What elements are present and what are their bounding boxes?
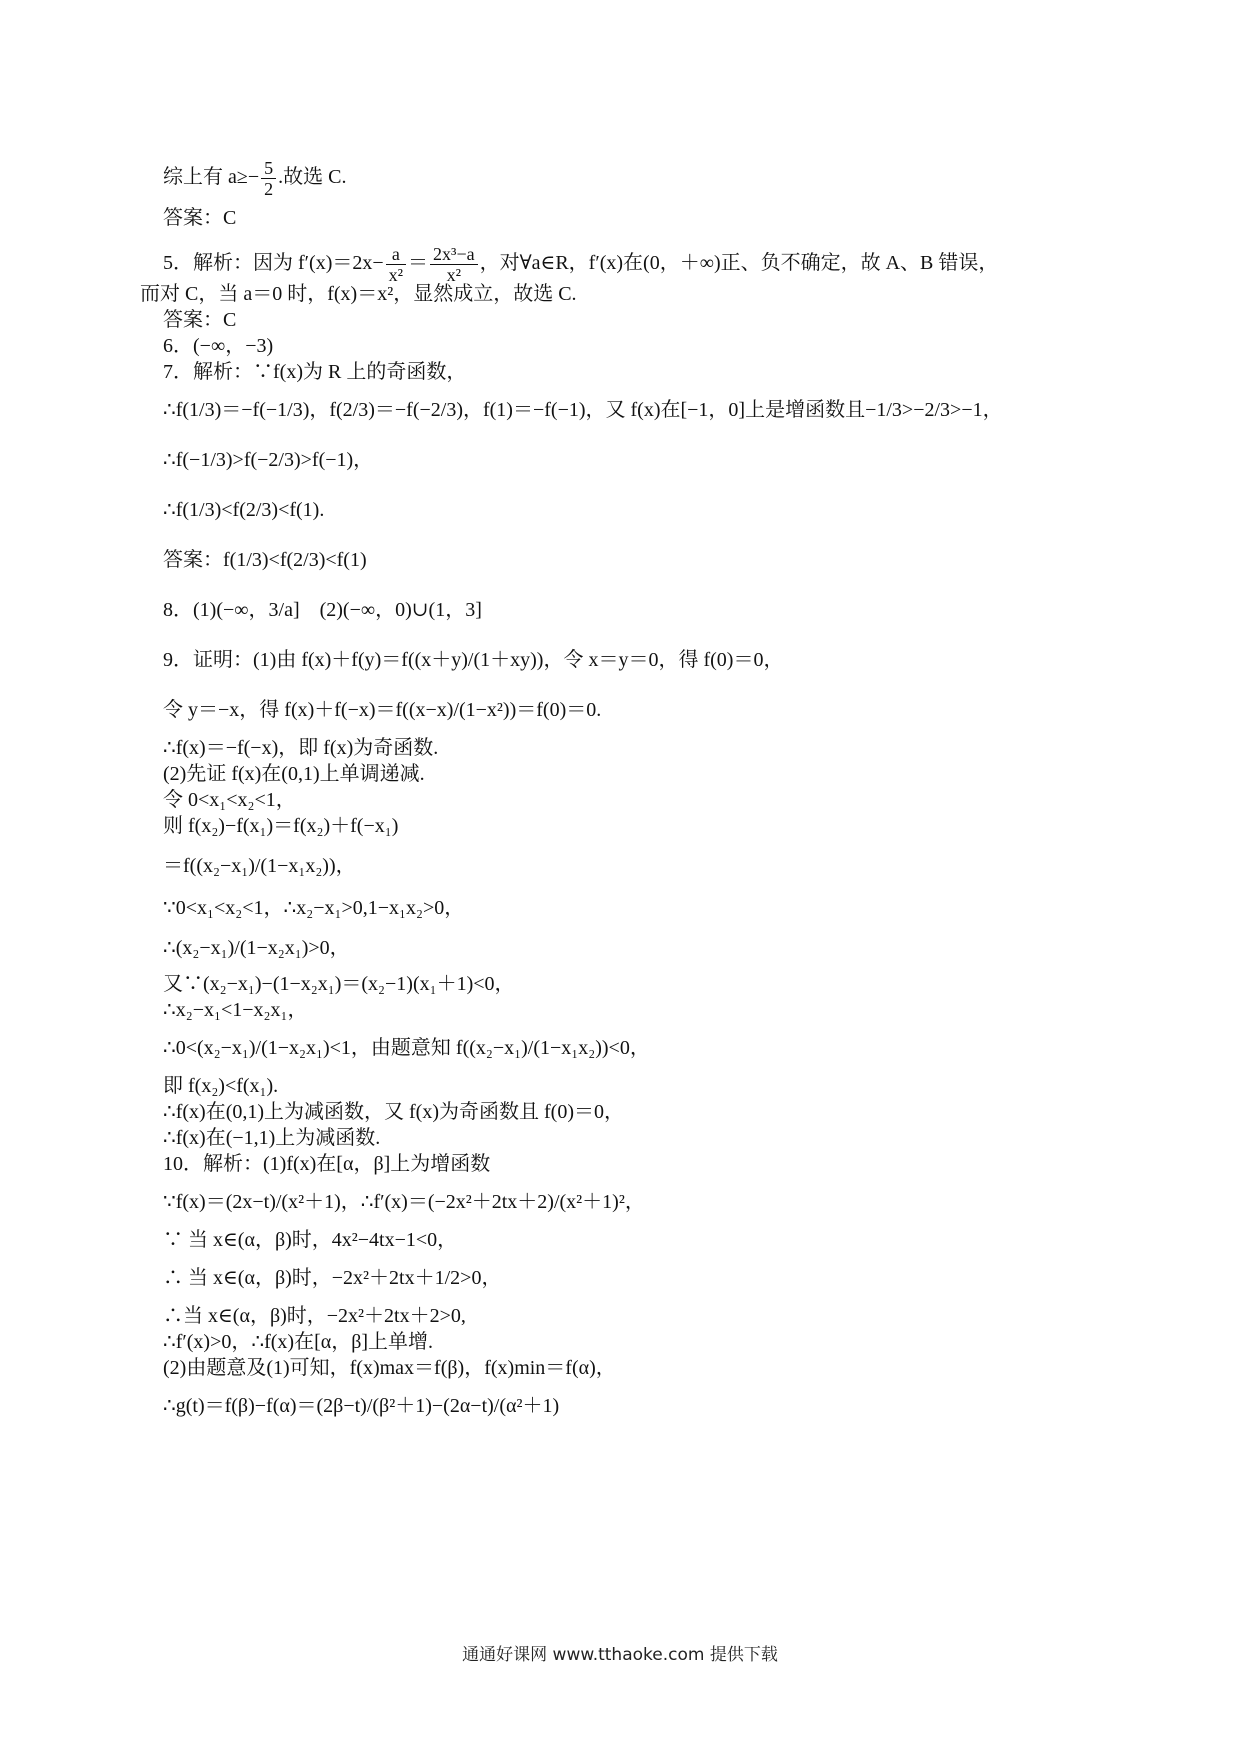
- q7-math-2: ∴f(−1/3)>f(−2/3)>f(−1)，: [163, 449, 374, 471]
- q10-line-3: ∵ 当 x∈(α，β)时，4x²−4tx−1<0，: [163, 1229, 458, 1251]
- q7-line: 7．解析：∵f(x)为 R 上的奇函数，: [163, 361, 467, 383]
- answer-line: 答案：f(1/3)<f(2/3)<f(1): [163, 549, 367, 571]
- q9-line-2: 令 y＝−x，得 f(x)＋f(−x)＝f((x−x)/(1−x²))＝f(0)＝0.: [163, 699, 602, 721]
- page-footer: 通通好课网 www.tthaoke.com 提供下载: [462, 1645, 778, 1665]
- q10-line-7: (2)由题意及(1)可知，f(x)max＝f(β)，f(x)min＝f(α)，: [163, 1357, 616, 1379]
- q10-line-6: ∴f′(x)>0，∴f(x)在[α，β]上单增.: [163, 1331, 434, 1353]
- q10-line-5: ∴当 x∈(α，β)时，−2x²＋2tx＋2>0,: [163, 1305, 466, 1327]
- q10-line-4: ∴ 当 x∈(α，β)时，−2x²＋2tx＋1/2>0，: [163, 1267, 502, 1289]
- q9-line-6: 则 f(x₂)−f(x₁)＝f(x₂)＋f(−x₁): [163, 815, 399, 837]
- q9-line-8: ∵0<x₁<x₂<1，∴x₂−x₁>0,1−x₁x₂>0，: [163, 897, 465, 919]
- q9-line-1: 9．证明：(1)由 f(x)＋f(y)＝f((x＋y)/(1＋xy))，令 x＝y＝0，得 f(0)＝0，: [163, 649, 784, 671]
- answer-line: 答案：C: [163, 309, 237, 331]
- q9-line-10: 又∵(x₂−x₁)−(1−x₂x₁)＝(x₂−1)(x₁＋1)<0，: [163, 973, 515, 995]
- q8-line: 8．(1)(−∞，3/a] (2)(−∞，0)∪(1，3]: [163, 599, 482, 621]
- fraction: $\frac{5}{2}$: [261, 158, 276, 199]
- text: .故选 C.: [278, 166, 347, 189]
- q10-line-2: ∵f(x)＝(2x−t)/(x²＋1)，∴f′(x)＝(−2x²＋2tx＋2)/(x²＋1)²，: [163, 1191, 645, 1213]
- q10-line-8: ∴g(t)＝f(β)−f(α)＝(2β−t)/(β²＋1)−(2α−t)/(α²＋1): [163, 1395, 560, 1417]
- q9-line-9: ∴(x₂−x₁)/(1−x₂x₁)>0，: [163, 937, 350, 959]
- text: 综上有 a≥−: [163, 166, 260, 189]
- fraction: $\frac{\text{2x³−a}}{\text{x²}}$: [430, 244, 478, 285]
- q6-line: 6．(−∞，−3): [163, 335, 274, 357]
- q9-line-12: ∴0<(x₂−x₁)/(1−x₂x₁)<1，由题意知 f((x₂−x₁)/(1−x₁x₂))<0，: [163, 1037, 650, 1059]
- q7-math-3: ∴f(1/3)<f(2/3)<f(1).: [163, 499, 325, 521]
- q5-line-2: 而对 C，当 a＝0 时，f(x)＝x²，显然成立，故选 C.: [140, 283, 577, 305]
- q9-line-3: ∴f(x)＝−f(−x)，即 f(x)为奇函数.: [163, 737, 439, 759]
- q9-line-13: 即 f(x₂)<f(x₁).: [163, 1075, 279, 1097]
- q5-line: 5．解析：因为 f′(x)＝2x− $\frac{a}{\text{x²}}$ ＝ $\frac{\text{2x³−a}}{\text{x²}}$ ，对∀a∈R，f′(x)在(0，＋∞)正、负不确定，故 A、B 错误，: [163, 244, 999, 285]
- q9-line-15: ∴f(x)在(−1,1)上为减函数.: [163, 1127, 381, 1149]
- summary-line: [163, 158, 1120, 199]
- q9-line-4: (2)先证 f(x)在(0,1)上单调递减.: [163, 763, 425, 785]
- q9-line-7: ＝f((x₂−x₁)/(1−x₁x₂))，: [163, 855, 356, 877]
- fraction: $\frac{a}{\text{x²}}$: [386, 244, 406, 285]
- q7-math-1: ∴f(1/3)＝−f(−1/3)，f(2/3)＝−f(−2/3)，f(1)＝−f(−1)，又 f(x)在[−1，0]上是增函数且−1/3>−2/3>−1，: [163, 399, 1003, 421]
- q9-line-11: ∴x₂−x₁<1−x₂x₁，: [163, 999, 308, 1021]
- q9-line-14: ∴f(x)在(0,1)上为减函数，又 f(x)为奇函数且 f(0)＝0，: [163, 1101, 624, 1123]
- q9-line-5: 令 0<x₁<x₂<1，: [163, 789, 296, 811]
- answer-line: 答案：C: [163, 207, 237, 229]
- q10-line-1: 10．解析：(1)f(x)在[α，β]上为增函数: [163, 1153, 491, 1175]
